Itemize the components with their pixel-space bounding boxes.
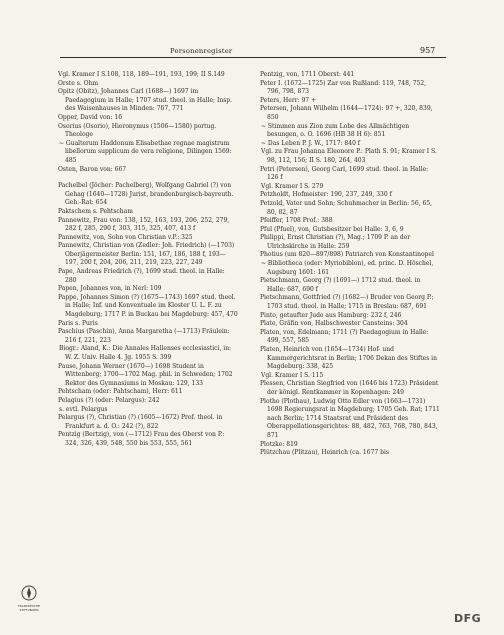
running-head: Personenregister xyxy=(170,47,233,55)
index-entry: Pannewitz, Frau von: 138, 152, 163, 193, 206, 252, 279, 282 f, 285, 290 f, 303, 315, 325, 407, 413 f xyxy=(58,216,230,233)
index-entry: Platen, von, Edelmann; 1711 (?) Paedagogium in Halle: 499, 557, 585 xyxy=(260,328,429,345)
index-entry: ~ Bibliotheca (oder: Myriobiblon), ed. princ. D. Höschel, Augsburg 1601: 161 xyxy=(261,260,434,276)
index-entry: Paktschem s. Pehtscham xyxy=(58,207,133,215)
index-entry: Vgl. Kramer I S. 115 xyxy=(261,371,324,379)
index-entry: ~ Stimmen aus Zion zum Lobe des Allmächtigen besungen, o. O. 1696 (HB 38 H 6): 851 xyxy=(261,122,410,139)
index-entry: Opper, David von: 16 xyxy=(58,113,123,121)
index-entry: Vgl. zu Frau Johanna Eleonore P.: Plath S. 91; Kramer I S. 98, 112, 156; II S. 180, 264, 403 xyxy=(261,148,437,164)
index-entry: Plotzke: 819 xyxy=(260,440,298,448)
index-entry: Plessen, Christian Siegfried von (1646 bis 1723) Präsident der königl. Rentkammer in Kopenhagen: 249 xyxy=(260,380,439,396)
dfg-logo: DFG xyxy=(454,612,482,625)
index-entry: Pelargus (?), Christian (?) (1605—1672) Prof. theol. in Frankfurt a. d. O.: 242 (?), 822 xyxy=(58,414,223,430)
index-entry: Plützchau (Plitzau), Heinrich (ca. 1677 bis xyxy=(260,449,389,457)
index-entry: Pentzig, von, 1711 Oberst: 441 xyxy=(260,71,355,78)
index-entry: Petersen, Johann Wilhelm (1644—1724): 97 +, 320, 839, 850 xyxy=(260,105,433,121)
index-entry: Vgl. Kramer I S. 279 xyxy=(261,182,324,190)
index-entry: Paris s. Puris xyxy=(58,319,98,327)
index-entry: Pehtscham (oder: Pahtscham), Herr: 611 xyxy=(58,388,183,396)
right-column xyxy=(260,71,440,458)
page-number: 957 xyxy=(420,46,436,55)
index-entry: s. evtl. Pelargus xyxy=(59,405,108,413)
index-entry: Pfeiffer, 1708 Prof.: 388 xyxy=(260,217,333,225)
index-entry: Pinto, getaufter Jude aus Hamburg: 232 f, 246 xyxy=(260,311,402,319)
index-entry: Osten, Baron von: 667 xyxy=(58,165,127,173)
index-entry: Pappe, Johannes Simon (?) (1675—1743) 1697 stud. theol. in Halle; Inf. und Konventuale im Kloster U. L. F. zu Magdeburg; 1717 P. in Buckau bei Magdeburg: 457, 470 xyxy=(58,293,238,319)
index-entry: Petzold, Vater und Sohn; Schuhmacher in Berlin: 56, 65, 80, 82, 87 xyxy=(260,199,433,216)
index-entry: Pape, Andreas Friedrich (?), 1699 stud. theol. in Halle: 280 xyxy=(58,268,225,284)
index-entry: Pachelbel (Jöcher: Pachelberg), Wolfgang Gabriel (?) von Gehag (1640—1728) Jurist, brandenburgisch-bayreuth. Geh.-Rat: 654 xyxy=(58,182,234,207)
index-entry: Pannewitz, von, Sohn von Christian v.P.: 325 xyxy=(58,233,193,241)
index-entry: Pietschmann, Georg (?) (1691—) 1712 stud. theol. in Halle: 687, 690 f xyxy=(260,277,421,293)
index-entry: Philippi, Ernst Christian (?), Mag.; 1709 P. an der Ulrichskirche in Halle: 259 xyxy=(260,234,411,250)
index-entry: Pelagius (?) (oder: Pelargus): 242 xyxy=(58,396,160,404)
index-entry: Peters, Herr: 97 + xyxy=(260,96,317,104)
index-entry: Peter I. (1672—1725) Zar von Rußland: 119, 748, 752, 796, 798, 873 xyxy=(260,79,427,96)
index-entry: Orste s. Ohm xyxy=(58,79,99,87)
index-entry: Petzholdt, Hofmeister: 190, 237, 249, 330 f xyxy=(260,191,392,199)
index-entry: Pful (Pfuel), von, Gutsbesitzer bei Halle: 3, 6, 9 xyxy=(260,225,404,233)
index-entry: Pentzig (Bertzig), von (—1712) Frau des Oberst von P.: 324, 326, 439, 548, 550 bis 553, 555, 561 xyxy=(58,431,225,447)
index-entry: Plotho (Plothau), Ludwig Otto Edler von (1663—1731) 1698 Regierungsrat in Magdeburg; 1705 Geh. Rat; 1711 nach Berlin; 1714 Staatsrat und Präsident des Oberappellationsgerichtes: 88, 482, 763, 768, 780, 843, 871 xyxy=(260,397,440,439)
index-entry: Pause, Johann Werner (1670—) 1698 Student in Wittenberg; 1700—1702 Mag. phil. in Schweden; 1702 Rektor des Gymnasiums in Moskau: 129, 133 xyxy=(58,362,233,387)
foundation-logo xyxy=(12,585,46,612)
index-entry: ~ Gualterum Haddonum Elisabethae regnae magistrum libellorum supplicum de vera religione, Dilingen 1569: 485 xyxy=(59,139,232,164)
index-entry: ~ Das Leben P. J. W., 1717: 840 f xyxy=(261,139,361,147)
index-entry: Platen, Heinrich von (1654—1734) Hof- und Kammergerichtsrat in Berlin; 1706 Dekan des Stiftes in Magdeburg: 338, 425 xyxy=(260,346,437,371)
foundation-emblem-icon xyxy=(21,585,37,601)
index-entry: Vgl. Kramer I S.108, 118, 189—191, 193, 199; II S.149 xyxy=(58,71,225,78)
index-entry: Petri (Petersen), Georg Carl, 1699 stud. theol. in Halle: 126 f xyxy=(260,165,429,182)
index-entry: Pietschmann, Gottfried (?) (1682—) Bruder von Georg P.; 1703 stud. theol. in Halle; 1715 in Breslau: 687, 691 xyxy=(260,294,434,311)
left-column xyxy=(58,71,238,449)
index-entry: Opitz (Obitz), Johannes Carl (1688—) 1697 im Paedagogium in Halle; 1707 stud. theol. in Halle; Insp. des Waisenhauses in Minden: 767, 771 xyxy=(58,88,233,113)
index-entry: Paschius (Paschin), Anna Margaretha (—1713) Fräulein: 216 f, 221, 223 xyxy=(58,328,230,344)
header-rule xyxy=(60,57,446,58)
index-entry: Photius (um 820—897/898) Patriarch von Konstantinopel xyxy=(260,251,434,259)
index-entry: Papen, Johannes von, in Nerl: 109 xyxy=(58,285,162,293)
index-entry: Pannewitz, Christian von (Zedler: Joh. Friedrich) (—1703) Oberjägermeister Berlin: 151, 167, 186, 188 f, 193—197, 200 f, 204, 206, 211, 219, 223, 227, 249 xyxy=(58,242,235,267)
index-entry: Biogr.: Aland, K.: Die Annales Hallenses ecclesiastici, in: W. Z. Univ. Halle 4. Jg. 1955 S. 399 xyxy=(59,345,232,361)
index-entry: Osorius (Osorio), Hieronymus (1506—1580) portug. Theologe xyxy=(58,122,217,139)
foundation-logo-text: FRANCKESCHE STIFTUNGEN xyxy=(17,604,41,612)
index-entry: Plate, Gräfin von, Halbschwester Cansteins: 304 xyxy=(260,320,408,328)
